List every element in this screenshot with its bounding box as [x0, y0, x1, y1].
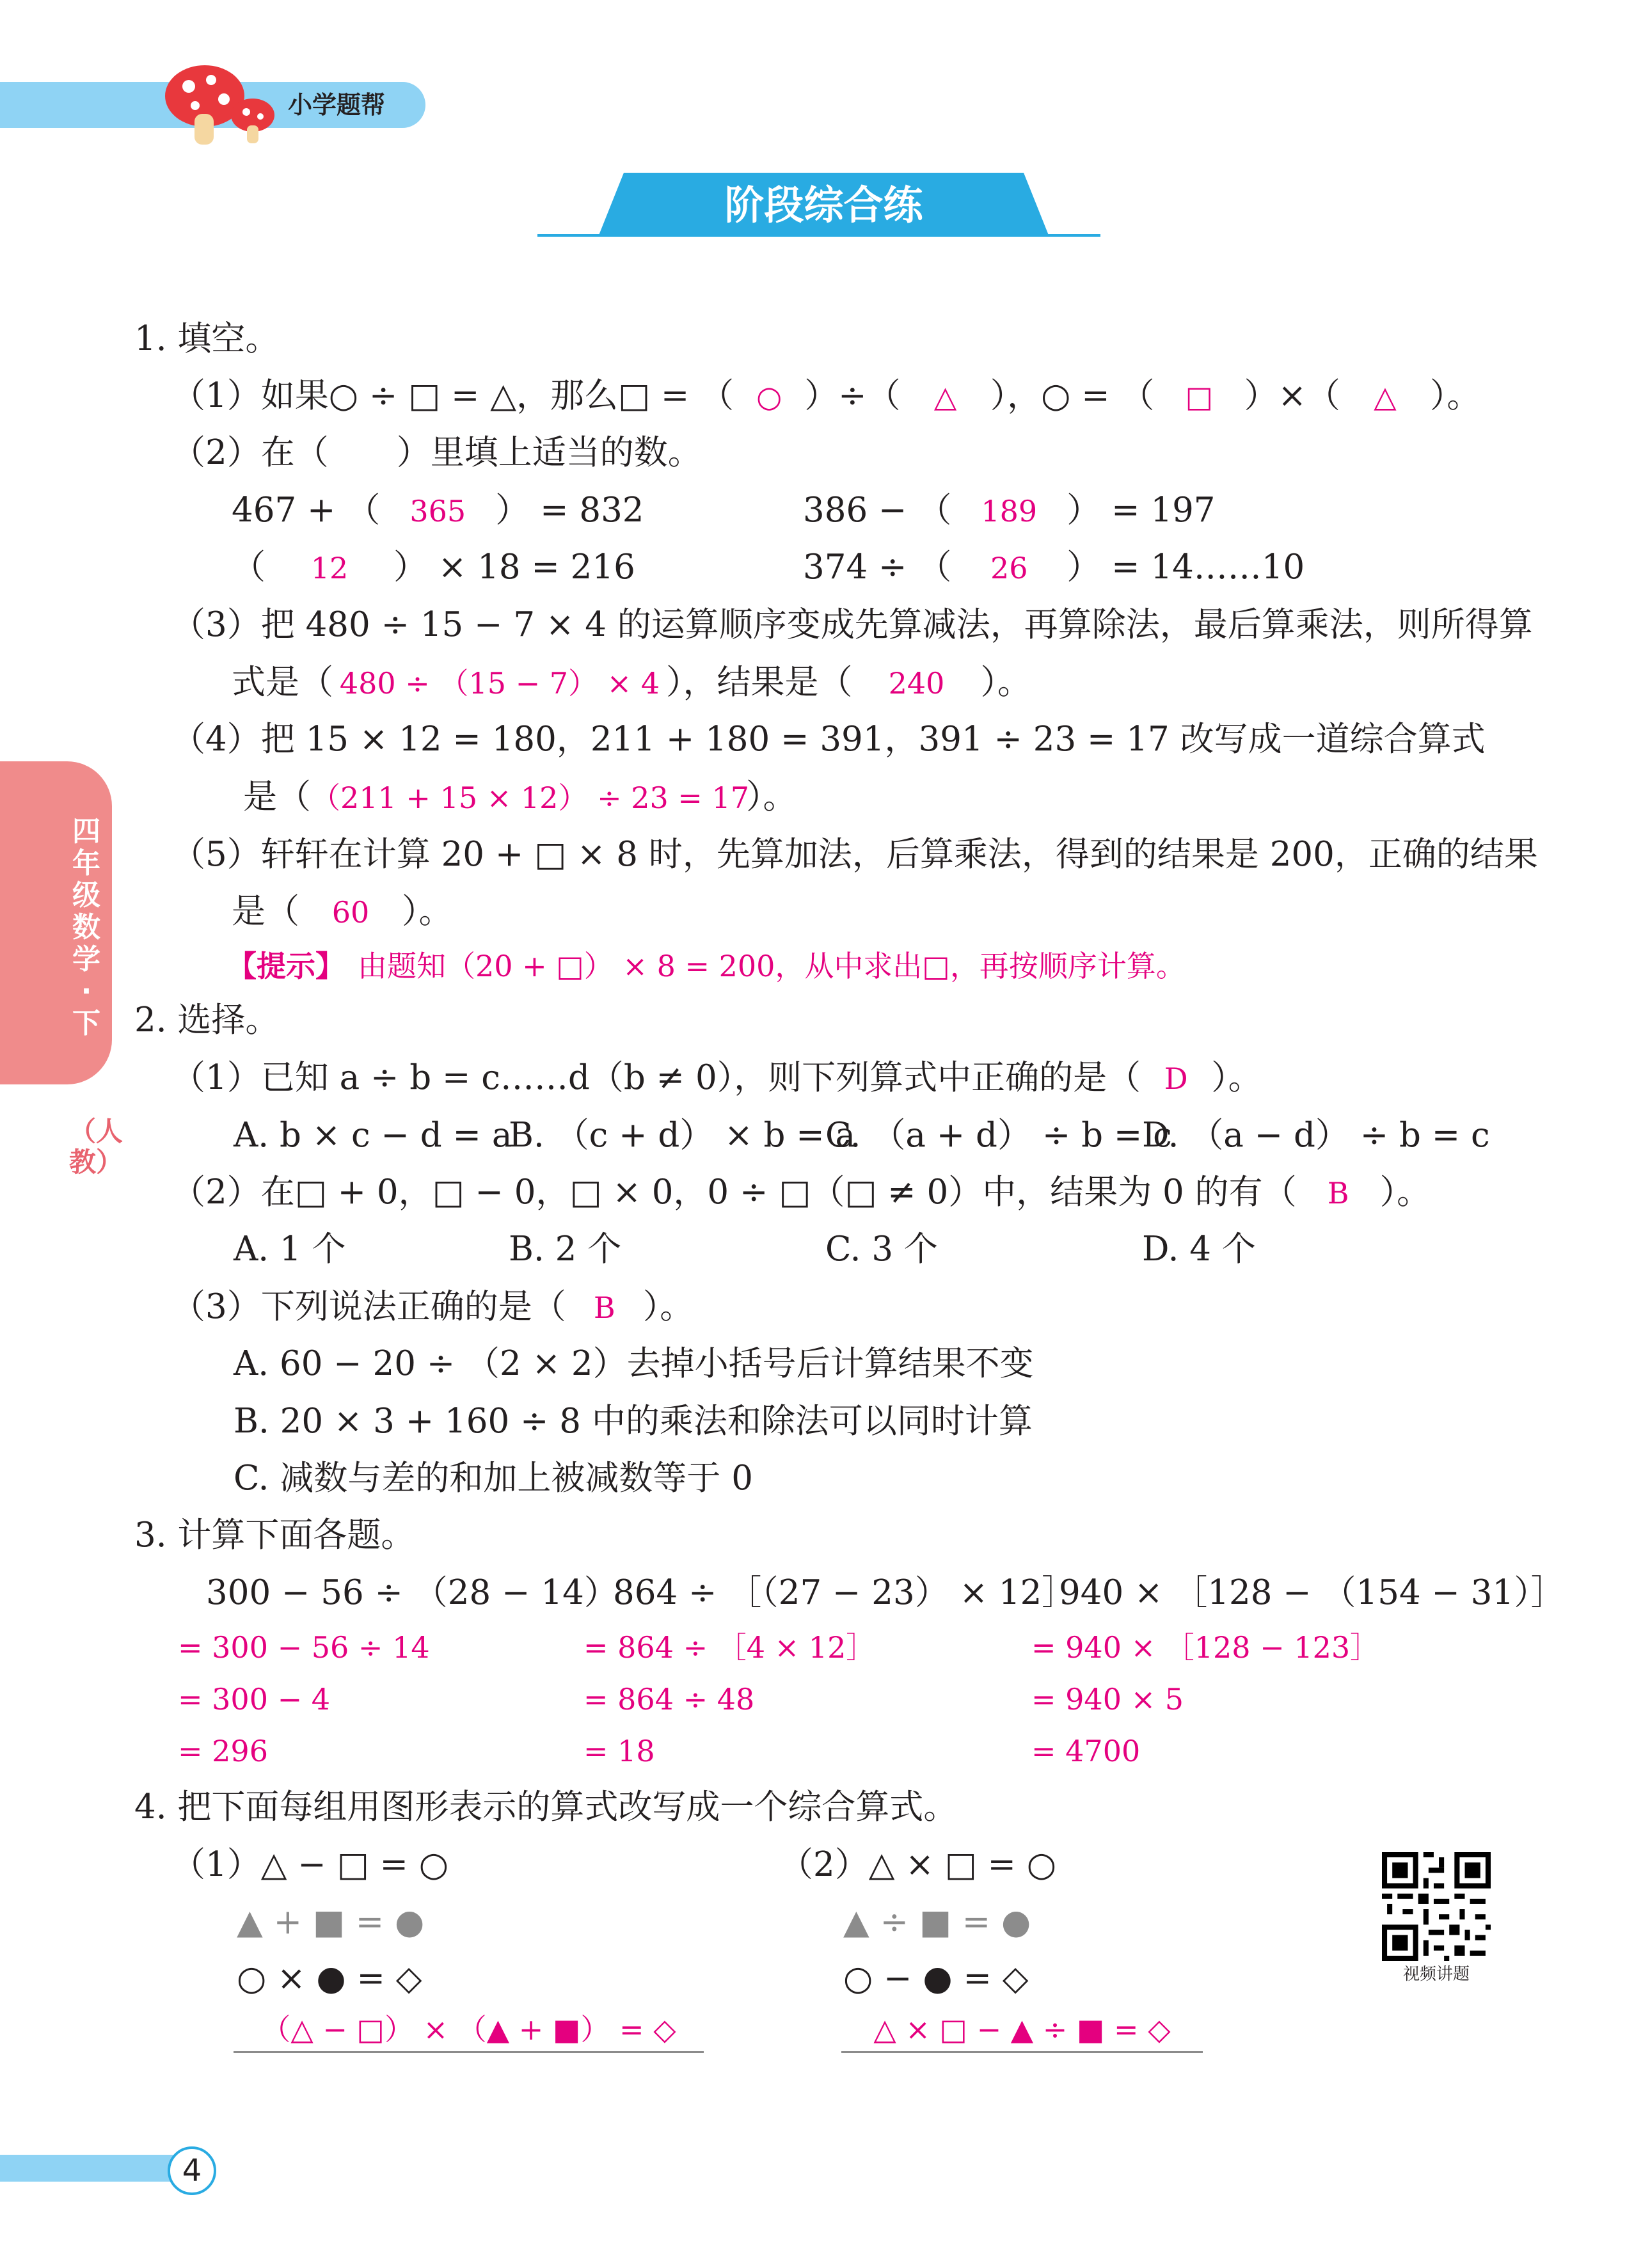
- q3-heading: 3. 计算下面各题。: [134, 1516, 415, 1555]
- q2-p3-opt-c: C. 减数与差的和加上被减数等于 0: [234, 1459, 753, 1498]
- q2-p3-pre: （3）下列说法正确的是（: [171, 1287, 566, 1326]
- hint-text: 由题知（20 + □） × 8 = 200，从中求出□，再按顺序计算。: [358, 949, 1186, 983]
- q2-heading: 2. 选择。: [134, 1001, 280, 1040]
- q2-p3-post: ）。: [642, 1287, 694, 1326]
- q1-p2-row2-a: [232, 545, 635, 591]
- qr-caption: 视频讲题: [1402, 1965, 1470, 1984]
- q1-p2-row1-a: [232, 488, 644, 534]
- q1-p1-text-a: （1）如果○ ÷ □ = △，那么□ = （: [171, 376, 734, 415]
- q2-p1-opt-a: A. b × c − d = a: [234, 1116, 512, 1155]
- q1-p3-answer-1: 480 ÷ （15 − 7） × 4: [339, 666, 660, 701]
- hint-label: 【提示】: [227, 949, 345, 983]
- q1-p2-r2a-answer: 12: [310, 551, 349, 585]
- q4-g1-answer-line: [234, 2051, 704, 2053]
- q1-p2-r1b-post: ） = 197: [1067, 491, 1216, 530]
- q3-p2-step-2: = 864 ÷ 48: [583, 1682, 755, 1717]
- q4-g1-line-1: （1）△ − □ = ○: [171, 1845, 449, 1884]
- q1-p2-r1a-pre: 467 + （: [232, 491, 381, 530]
- q1-p5-answer: 60: [331, 895, 370, 930]
- q1-p2-r2b-answer: 26: [990, 551, 1028, 585]
- q3-p3-step-1: = 940 × ［128 − 123］: [1031, 1630, 1380, 1665]
- q1-p2-r2a-post: ） × 18 = 216: [393, 548, 635, 587]
- q1-p2-r2b-pre: 374 ÷ （: [803, 548, 952, 587]
- q2-p2-answer: B: [1327, 1176, 1349, 1210]
- q3-problem-3: 940 × ［128 − （154 − 31）］: [1059, 1573, 1565, 1612]
- q1-p1-answer-2: △: [933, 379, 957, 414]
- q1-p1-text-d: ）×（: [1244, 376, 1340, 415]
- q1-p1: [171, 374, 1480, 419]
- q1-p3-post: ）。: [980, 663, 1031, 702]
- q3-p2-step-3: = 18: [583, 1734, 655, 1768]
- q4-g2-answer-line: [841, 2051, 1203, 2053]
- title-underline: [537, 234, 1100, 237]
- q1-p2-r1a-post: ） = 832: [495, 491, 644, 530]
- q2-p2-opt-d: D. 4 个: [1142, 1230, 1256, 1269]
- q1-p4-line1: （4）把 15 × 12 = 180，211 + 180 = 391，391 ÷ 23 = 17 改写成一道综合算式: [171, 720, 1486, 759]
- q1-p4-post: ）。: [746, 777, 797, 816]
- q2-p1-opt-d: D. （a − d） ÷ b = c: [1142, 1116, 1490, 1155]
- q2-p3-opt-b: B. 20 × 3 + 160 ÷ 8 中的乘法和除法可以同时计算: [234, 1402, 1033, 1441]
- q1-p2-r2a-pre: （: [232, 548, 266, 587]
- q4-heading: 4. 把下面每组用图形表示的算式改写成一个综合算式。: [134, 1788, 958, 1827]
- q1-p5-line2: [232, 889, 453, 935]
- q1-p1-answer-1: ○: [756, 379, 782, 414]
- q1-p2-label: （2）在（ ）里填上适当的数。: [171, 433, 702, 472]
- q2-p3-answer: B: [593, 1290, 615, 1325]
- q3-p3-step-2: = 940 × 5: [1031, 1682, 1184, 1717]
- q4-g1-line-3: ○ × ● = ◇: [237, 1959, 422, 1998]
- q4-g1-line-2: ▲ + ■ = ●: [237, 1903, 425, 1942]
- q1-p3-answer-2: 240: [888, 666, 945, 701]
- q2-p2-opt-a: A. 1 个: [234, 1230, 346, 1269]
- q3-p1-step-3: = 296: [178, 1734, 268, 1768]
- q4-g2-answer: △ × □ − ▲ ÷ ■ = ◇: [873, 2012, 1171, 2047]
- q1-p5-post: ）。: [402, 892, 453, 931]
- q3-p2-step-1: = 864 ÷ ［4 × 12］: [583, 1630, 876, 1665]
- q1-p3-mid: ），结果是（: [666, 663, 853, 702]
- qr-code-icon[interactable]: [1382, 1852, 1491, 1961]
- q1-p1-text-e: ）。: [1429, 376, 1481, 415]
- q1-p5-line1: （5）轩轩在计算 20 + □ × 8 时，先算加法，后算乘法，得到的结果是 200，正确的结果: [171, 835, 1538, 874]
- q1-p2-r1a-answer: 365: [409, 494, 466, 528]
- q1-heading: 1. 填空。: [134, 319, 280, 358]
- q1-p2-r1b-pre: 386 − （: [803, 491, 952, 530]
- q2-p1-opt-c: C. （a + d） ÷ b = c: [825, 1116, 1172, 1155]
- q1-p1-text-b: ）÷（: [804, 376, 901, 415]
- q2-p1-pre: （1）已知 a ÷ b = c……d（b ≠ 0），则下列算式中正确的是（: [171, 1058, 1141, 1097]
- q3-problem-1: 300 − 56 ÷ （28 − 14）: [206, 1573, 618, 1612]
- q1-p1-answer-4: △: [1374, 379, 1397, 414]
- q1-p1-text-c: ），○ = （: [990, 376, 1155, 415]
- edition-label: （人教）: [69, 1116, 123, 1178]
- q4-g2-line-3: ○ − ● = ◇: [843, 1959, 1029, 1998]
- page-number: 4: [168, 2146, 216, 2195]
- q1-p4-answer: （211 + 15 × 12） ÷ 23 = 17: [311, 781, 750, 815]
- q2-p1-answer: D: [1164, 1061, 1188, 1096]
- q2-p3-opt-a: A. 60 − 20 ÷ （2 × 2）去掉小括号后计算结果不变: [234, 1344, 1034, 1383]
- q1-p2-row1-b: [803, 488, 1216, 534]
- q1-p3-line2: [232, 660, 1031, 706]
- q1-p3-line1: （3）把 480 ÷ 15 − 7 × 4 的运算顺序变成先算减法，再算除法，最后算乘法，则所得算: [171, 605, 1533, 644]
- q2-p2-opt-b: B. 2 个: [509, 1230, 622, 1269]
- q1-p4-pre: 是（: [243, 777, 311, 816]
- q1-p2-r2b-post: ） = 14……10: [1067, 548, 1305, 587]
- q1-hint: [227, 946, 1186, 987]
- q2-p2-post: ）。: [1379, 1173, 1431, 1212]
- q2-p2: [171, 1170, 1431, 1216]
- q1-p3-pre: 式是（: [232, 663, 333, 702]
- q4-g1-answer: （△ − □） × （▲ + ■） = ◇: [261, 2012, 676, 2047]
- q1-p5-pre: 是（: [232, 892, 299, 931]
- q4-g2-line-1: （2）△ × □ = ○: [779, 1845, 1057, 1884]
- q2-p1-opt-b: B. （c + d） × b = a: [509, 1116, 856, 1155]
- q1-p2-row2-b: [803, 545, 1305, 591]
- q3-problem-2: 864 ÷ ［（27 − 23） × 12］: [613, 1573, 1076, 1612]
- q1-p1-answer-3: □: [1185, 379, 1214, 414]
- q2-p2-pre: （2）在□ + 0，□ − 0，□ × 0，0 ÷ □（□ ≠ 0）中，结果为 0 的有（: [171, 1173, 1297, 1212]
- grade-label: 四年级数学·下: [72, 815, 100, 1040]
- q4-g2-line-2: ▲ ÷ ■ = ●: [843, 1903, 1031, 1942]
- q3-p3-step-3: = 4700: [1031, 1734, 1141, 1768]
- q3-p1-step-2: = 300 − 4: [178, 1682, 331, 1717]
- page-title: 阶段综合练: [724, 182, 923, 228]
- q1-p2-r1b-answer: 189: [981, 494, 1038, 528]
- mushroom-icon: [160, 58, 282, 147]
- brand-label: 小学题帮: [288, 91, 386, 119]
- q3-p1-step-1: = 300 − 56 ÷ 14: [178, 1630, 430, 1665]
- q2-p3: [171, 1285, 694, 1330]
- q2-p1: [171, 1056, 1262, 1101]
- q1-p4-line2: [243, 775, 797, 820]
- q2-p1-post: ）。: [1211, 1058, 1262, 1097]
- q2-p2-opt-c: C. 3 个: [825, 1230, 938, 1269]
